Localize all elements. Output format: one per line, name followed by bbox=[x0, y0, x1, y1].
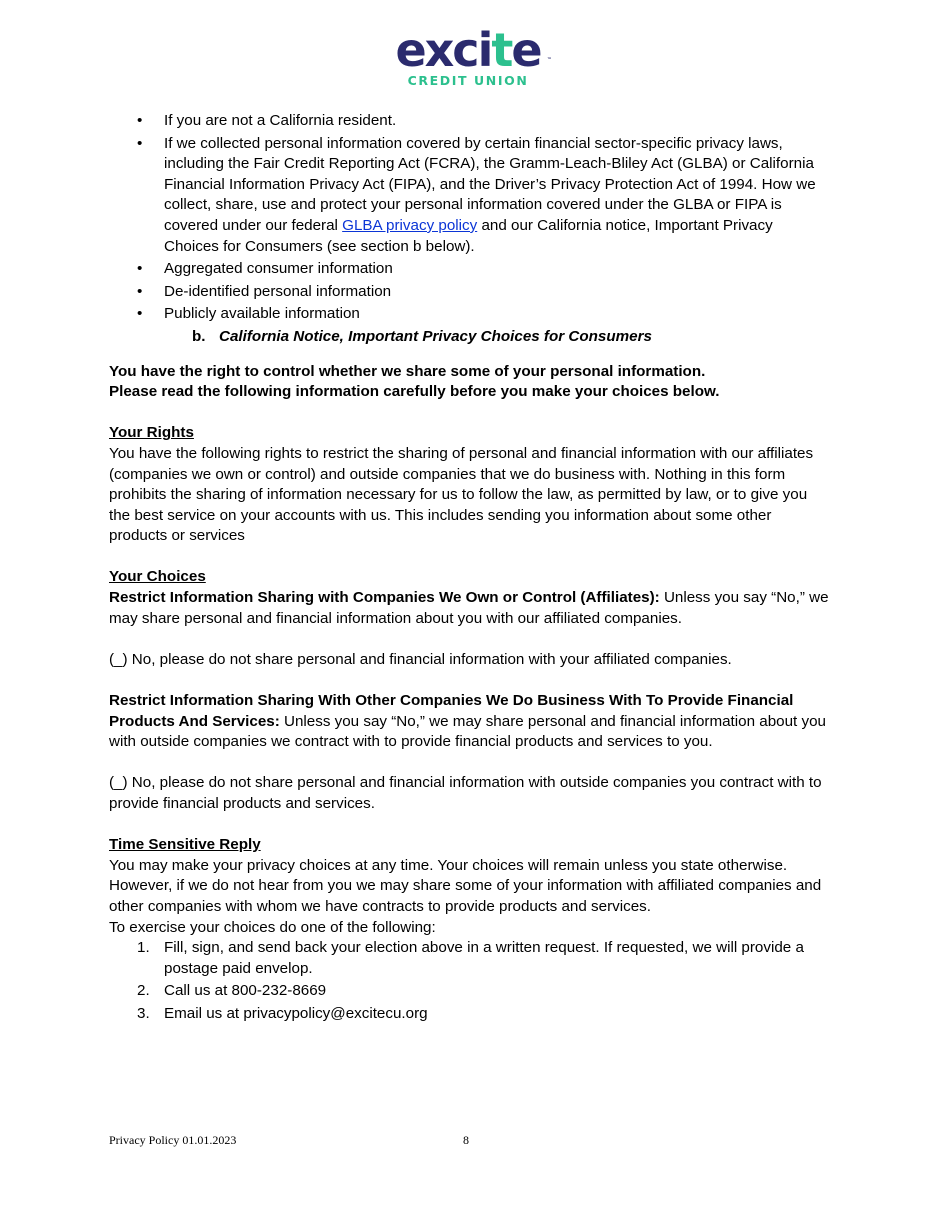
document-body bbox=[109, 111, 829, 1027]
bullet-icon: • bbox=[137, 305, 143, 323]
list-item bbox=[109, 1004, 829, 1025]
step-text: Call us at 800-232-8669 bbox=[164, 982, 327, 1000]
list-item bbox=[109, 282, 829, 303]
list-item-text: De-identified personal information bbox=[164, 282, 392, 300]
section-title: California Notice, Important Privacy Choices for Consumers bbox=[219, 327, 652, 345]
section-letter: b. bbox=[192, 327, 206, 345]
section-b-heading bbox=[109, 327, 829, 348]
list-item-text: Publicly available information bbox=[164, 305, 360, 323]
exercise-choices-intro: To exercise your choices do one of the following: bbox=[109, 918, 436, 936]
logo-word-suffix: e bbox=[511, 23, 541, 77]
step-number: 3. bbox=[137, 1004, 150, 1022]
other-companies-label: Restrict Information Sharing With Other Companies We Do Business With To Provide Financial Products And Services: bbox=[109, 692, 794, 730]
logo-word-t: t bbox=[491, 23, 512, 77]
affiliates-opt-out-checkbox[interactable]: (_) bbox=[109, 650, 128, 668]
trademark-symbol: ™ bbox=[547, 57, 550, 63]
exercise-choices-list bbox=[109, 938, 829, 1024]
time-sensitive-body: You may make your privacy choices at any time. Your choices will remain unless you state otherwise. However, if we do not hear from you we may share some of your information with affiliated companies and other companies with whom we have contracts to provide products and services. bbox=[109, 856, 822, 915]
step-text: Email us at privacypolicy@excitecu.org bbox=[164, 1004, 428, 1022]
list-item bbox=[109, 304, 829, 325]
affiliates-opt-out bbox=[109, 650, 829, 671]
affiliates-paragraph bbox=[109, 588, 829, 629]
affiliates-opt-out-label: No, please do not share personal and financial information with your affiliated companies. bbox=[127, 650, 732, 668]
glba-privacy-policy-link[interactable]: GLBA privacy policy bbox=[342, 216, 478, 234]
list-item bbox=[109, 981, 829, 1002]
list-item-text: and our California notice, Important Privacy Choices for Consumers (see section b below). bbox=[164, 216, 773, 255]
bullet-icon: • bbox=[137, 134, 143, 152]
step-number: 2. bbox=[137, 982, 150, 1000]
other-companies-body: Unless you say “No,” we may share personal and financial information about you with outside companies we contract with to provide financial products and services to you. bbox=[109, 712, 826, 751]
logo-subtitle: CREDIT UNION bbox=[407, 73, 529, 88]
other-companies-opt-out bbox=[109, 773, 829, 814]
page-footer bbox=[109, 1133, 509, 1148]
affiliates-label: Restrict Information Sharing with Companies We Own or Control (Affiliates): bbox=[109, 589, 660, 607]
page-number: 8 bbox=[463, 1133, 469, 1147]
step-number: 1. bbox=[137, 939, 150, 957]
other-companies-opt-out-checkbox[interactable]: (_) bbox=[109, 774, 128, 792]
list-item-text: If we collected personal information covered by certain financial sector-specific privacy laws, including the Fair Credit Reporting Act (FCRA), the Gramm-Leach-Bliley Act (GLBA) or California Financial Information Privacy Act (FIPA), and the Driver’s Privacy Protection Act of 1994. How we collect, share, use and protect your personal information covered under the GLBA or FIPA is covered under our federal bbox=[164, 134, 816, 234]
list-item bbox=[109, 134, 829, 258]
your-rights-body: You have the following rights to restrict the sharing of personal and financial information with our affiliates (companies we own or control) and outside companies that we do business with. Nothing in this form prohibits the sharing of information necessary for us to follow the law, as permitted by law, or to give you the best service on your accounts with us. This includes sending you information about some other products or services bbox=[109, 444, 814, 545]
bullet-icon: • bbox=[137, 260, 143, 278]
other-companies-paragraph bbox=[109, 691, 829, 753]
footer-doc-label: Privacy Policy 01.01.2023 bbox=[109, 1133, 237, 1147]
logo-word-prefix: exci bbox=[395, 23, 492, 77]
excite-credit-union-logo bbox=[388, 23, 550, 96]
step-text: Fill, sign, and send back your election above in a written request. If requested, we will provide a postage paid envelop. bbox=[164, 939, 804, 977]
intro-line-2: Please read the following information carefully before you make your choices below. bbox=[109, 383, 720, 401]
bullet-icon: • bbox=[137, 112, 143, 129]
list-item bbox=[109, 938, 829, 979]
list-item-text: Aggregated consumer information bbox=[164, 260, 393, 278]
affiliates-body: Unless you say “No,” we may share personal and financial information about you with our affiliated companies. bbox=[109, 589, 829, 627]
list-item bbox=[109, 111, 829, 132]
list-item-text: If you are not a California resident. bbox=[164, 112, 397, 129]
time-sensitive-heading: Time Sensitive Reply bbox=[109, 836, 261, 854]
your-choices-heading: Your Choices bbox=[109, 568, 206, 586]
list-item bbox=[109, 259, 829, 280]
logo-wordmark bbox=[388, 23, 550, 77]
your-rights-heading: Your Rights bbox=[109, 424, 194, 442]
exclusions-list bbox=[109, 111, 829, 325]
intro-line-1: You have the right to control whether we share some of your personal information. bbox=[109, 362, 706, 380]
bullet-icon: • bbox=[137, 282, 143, 300]
other-companies-opt-out-label: No, please do not share personal and financial information with outside companies you contract with to provide financial products and services. bbox=[109, 774, 822, 812]
